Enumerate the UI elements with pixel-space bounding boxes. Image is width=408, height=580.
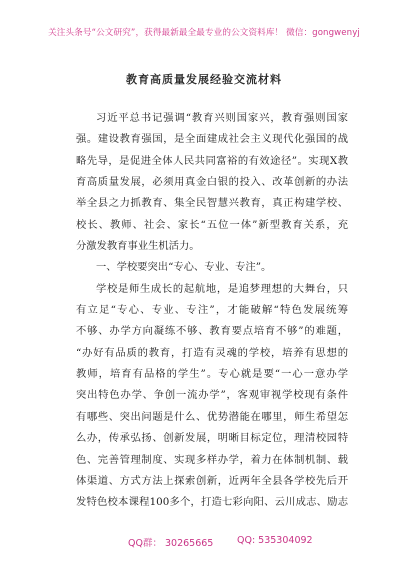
body-line: 不够、办学方向凝练不够、教育要点培育不够”的难题，	[76, 325, 348, 338]
body-line: 略先导，是促进全体人民共同富裕的有效途径”。实现X教	[76, 154, 348, 167]
footer-contact	[0, 535, 408, 549]
document-body	[76, 108, 348, 514]
body-line: 学校是师生成长的起航地，是追梦理想的大舞台，只	[96, 282, 348, 295]
document-title: 教育高质量发展经验交流材料	[126, 73, 282, 86]
section-heading: 一、学校要突出“专心、专业、专注”。	[96, 261, 272, 274]
body-line: 教师，培育有品格的学生”。专心就是要“一心一意办学	[76, 368, 348, 381]
body-line: 体渠道、方式方法上探索创新，近两年全县各学校先后开	[76, 474, 348, 487]
body-line: 么办，传承弘扬、创新发展，明晰目标定位，理清校园特	[76, 432, 348, 445]
body-line: 发特色校本课程100多个，打造七彩向阳、云川成志、励志	[76, 496, 348, 509]
footer-qq-number: QQ: 535304092	[237, 535, 313, 546]
body-line: 校长、教师、社会、家长“五位一体”新型教育关系，充	[76, 218, 348, 231]
body-line: “办好有品质的教育，打造有灵魂的学校，培养有思想的	[76, 346, 348, 359]
body-line: 有哪些、突出问题是什么、优势潜能在哪里，师生希望怎	[76, 410, 348, 423]
body-line: 色、完善管理制度、实现多样办学，着力在体制机制、载	[76, 453, 348, 466]
header-notice: 关注头条号“公文研究”，获得最新最全最专业的公文资料库！ 微信：gongwenyj	[48, 28, 360, 38]
body-line: 分激发教育事业生机活力。	[76, 240, 200, 253]
body-line: 习近平总书记强调“教育兴则国家兴，教育强则国家	[96, 112, 348, 124]
body-line: 强。建设教育强国，是全面建成社会主义现代化强国的战	[76, 133, 348, 146]
body-line: 突出特色办学、争创一流办学”，客观审视学校现有条件	[76, 389, 348, 402]
body-line: 有立足“专心、专业、专注”，才能破解“特色发展统筹	[76, 304, 348, 317]
footer-qq-group: QQ群： 30265665	[128, 538, 214, 549]
body-line: 举全县之力抓教育、集全民智慧兴教育，真正构建学校、	[76, 197, 348, 210]
body-line: 育高质量发展，必须用真金白银的投入、改革创新的办法	[76, 176, 348, 189]
